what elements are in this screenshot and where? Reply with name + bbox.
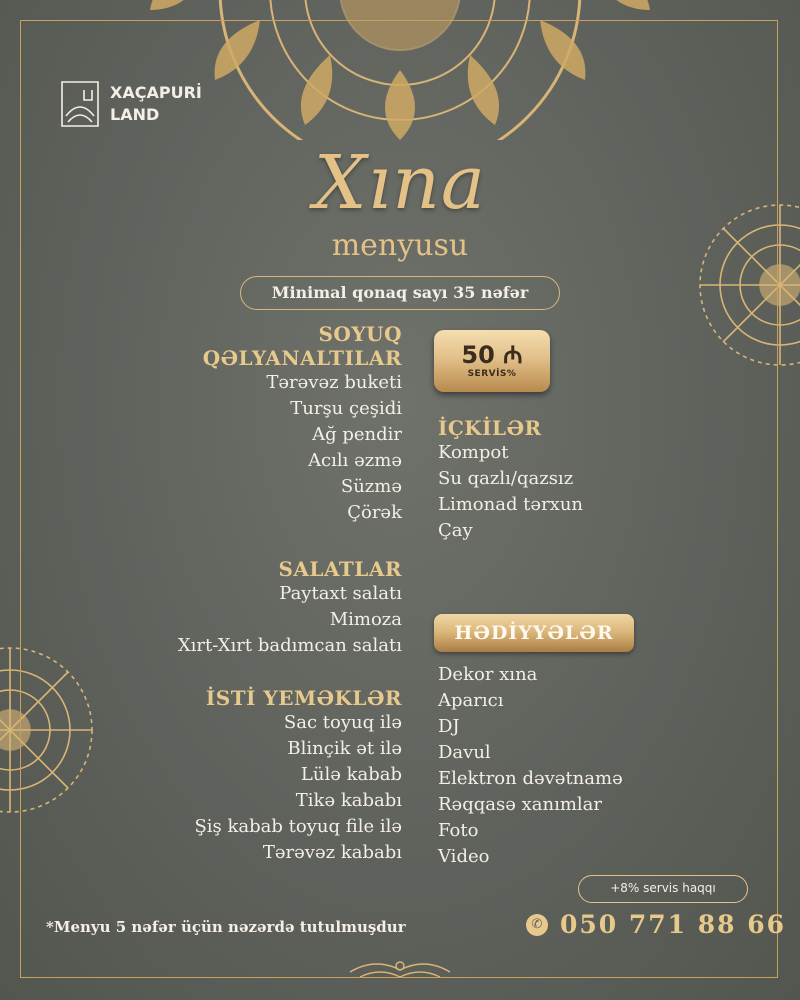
menu-item: Limonad tərxun: [438, 494, 584, 515]
brand-name-line1: XAÇAPURİ: [110, 83, 202, 102]
menu-item: Aparıcı: [438, 690, 504, 711]
brand-logo: [58, 78, 202, 130]
menu-item: Dekor xına: [438, 664, 538, 685]
price-amount: 50 ₼: [461, 341, 523, 369]
menu-item: Tikə kababı: [295, 790, 402, 811]
hot-dishes-heading: İSTİ YEMƏKLƏR: [205, 686, 402, 710]
drinks-section: [438, 416, 583, 544]
menu-item: Mimoza: [329, 609, 402, 630]
cold-appetizers-heading-2: QƏLYANALTILAR: [202, 346, 402, 370]
phone-number: 050 771 88 66: [560, 910, 787, 939]
menu-item: Su qazlı/qazsız: [438, 468, 574, 489]
menu-item: Rəqqasə xanımlar: [438, 794, 602, 815]
menu-item: Davul: [438, 742, 491, 763]
menu-item: Ağ pendir: [312, 424, 402, 445]
footnote: *Menyu 5 nəfər üçün nəzərdə tutulmuşdur: [46, 918, 406, 936]
menu-item: Elektron dəvətnamə: [438, 768, 623, 789]
menu-item: Tərəvəz kababı: [262, 842, 402, 863]
salads-section: [178, 557, 402, 659]
gifts-heading: HƏDİYYƏLƏR: [434, 614, 634, 652]
menu-item: Xırt-Xırt badımcan salatı: [177, 635, 402, 656]
menu-item: Çörək: [347, 502, 402, 523]
price-badge: [434, 330, 550, 392]
phone-contact: [526, 910, 786, 939]
menu-item: DJ: [438, 716, 460, 737]
menu-item: Foto: [438, 820, 479, 841]
drinks-heading: İÇKİLƏR: [438, 416, 542, 440]
menu-item: Çay: [438, 520, 473, 541]
cold-appetizers-heading-1: SOYUQ: [318, 322, 402, 346]
phone-icon: ✆: [526, 914, 548, 936]
bottom-flourish-ornament: [340, 952, 460, 982]
menu-item: Süzmə: [340, 476, 402, 497]
left-mandala-ornament: [0, 640, 100, 820]
menu-item: Şiş kabab toyuq file ilə: [194, 816, 402, 837]
price-note: SERVİS%: [467, 369, 517, 379]
menu-item: Kompot: [438, 442, 509, 463]
menu-item: Turşu çeşidi: [290, 398, 402, 419]
menu-item: Lülə kabab: [300, 764, 402, 785]
min-guests-badge: Minimal qonaq sayı 35 nəfər: [240, 276, 560, 310]
menu-item: Tərəvəz buketi: [266, 372, 402, 393]
menu-item: Paytaxt salatı: [279, 583, 402, 604]
menu-item: Sac toyuq ilə: [283, 712, 402, 733]
menu-item: Blinçik ət ilə: [287, 738, 402, 759]
cold-appetizers-section: [203, 322, 402, 526]
menu-item: Video: [438, 846, 490, 867]
page-title: Xına: [313, 140, 487, 226]
logo-emblem-icon: [58, 78, 102, 130]
menu-item: Acılı əzmə: [308, 450, 402, 471]
gifts-section: [438, 662, 623, 870]
hot-dishes-section: [194, 686, 402, 866]
page-subtitle: menyusu: [331, 228, 469, 263]
salads-heading: SALATLAR: [278, 557, 402, 581]
brand-name-line2: LAND: [110, 105, 160, 124]
service-fee-badge: +8% servis haqqı: [578, 875, 748, 903]
